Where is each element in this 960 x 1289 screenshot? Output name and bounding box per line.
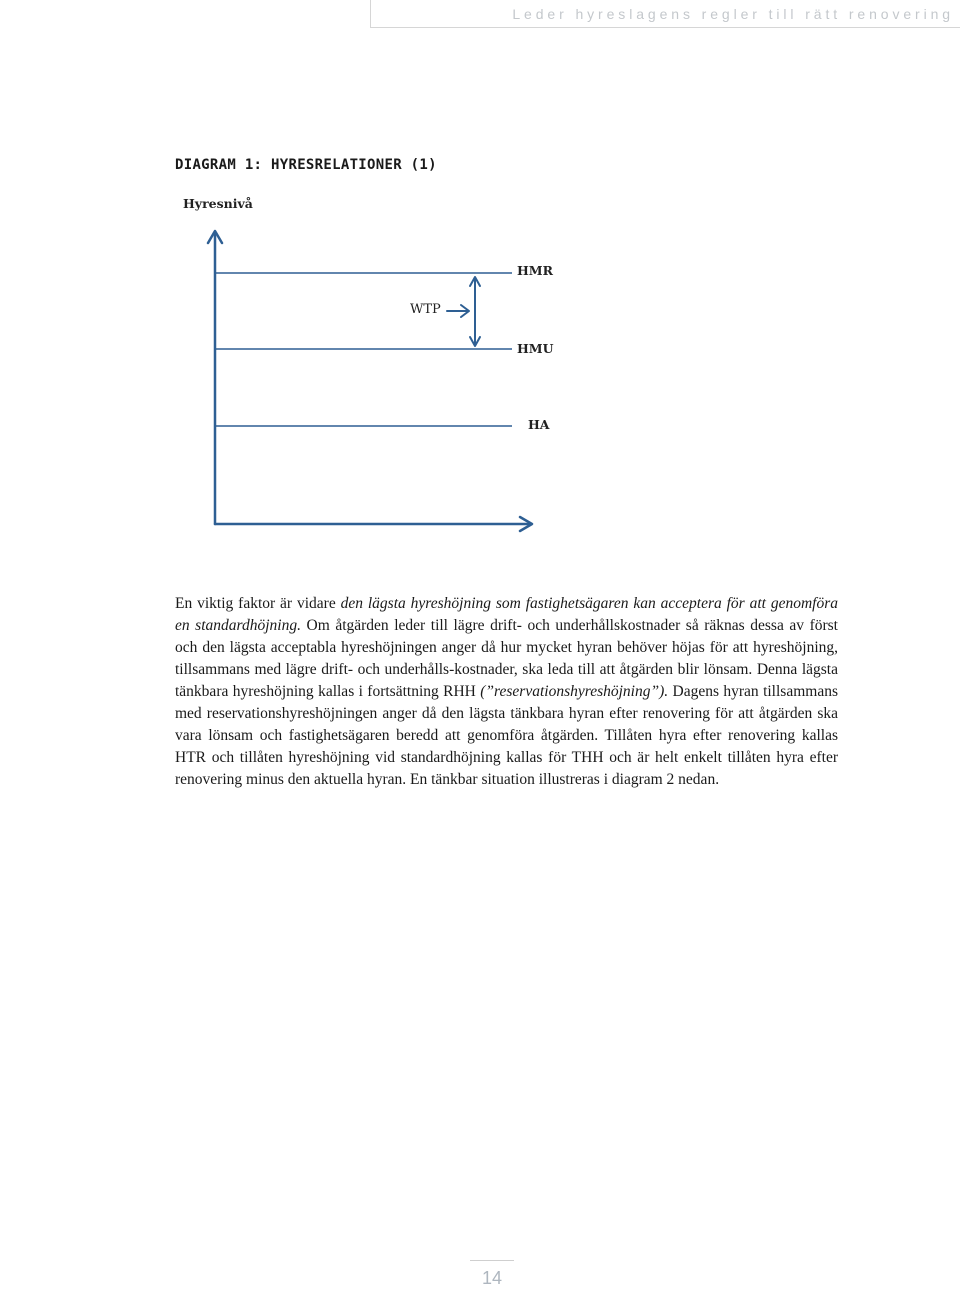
level-label-ha: HA <box>528 417 550 432</box>
page-number: 14 <box>481 1268 503 1288</box>
paragraph-text-3: Dagens hyran tillsammans med reservationshyreshöjningen anger då den lägsta tänkbara hyran efter renovering för att åtgärden ska vara lönsam och fastighetsägaren beredd att genomföra åtgärden. Tillåten hyra efter renovering kallas HTR och tillåten hyreshöjning vid standardhöjning kallas för THH och är helt enkelt tillåten hyra efter renovering minus den aktuella hyran. En tänkbar situation illustreras i diagram 2 nedan. <box>175 683 838 788</box>
paragraph-text-2: Om åtgärden leder till lägre drift- och underhållskostnader så räknas dessa av först och den lägsta acceptabla hyreshöjningen anger då hur mycket hyran behöver höjas för att hyreshöjning, tillsammans med lägre drift- och underhålls-kostnader, ska leda till att åtgärden blir lönsam. Denna lägsta tänkbara hyreshöjning kallas i fortsättning RHH <box>175 617 838 700</box>
level-label-hmu: HMU <box>517 341 554 356</box>
paragraph-text-1: En viktig faktor är vidare <box>175 595 341 612</box>
level-label-hmr: HMR <box>517 263 554 278</box>
diagram-title: DIAGRAM 1: HYRESRELATIONER (1) <box>175 157 437 173</box>
gap-label-wtp: WTP <box>410 302 441 317</box>
running-header <box>370 0 960 28</box>
rent-relations-diagram <box>150 190 600 540</box>
paragraph-italic-2: (”reservationshyreshöjning”). <box>480 683 669 700</box>
page-number-rule <box>470 1260 514 1261</box>
diagram-graphic <box>150 190 600 540</box>
body-paragraph <box>175 593 838 791</box>
y-axis-label: Hyresnivå <box>183 196 253 211</box>
running-title: Leder hyreslagens regler till rätt renovering <box>512 6 954 22</box>
paragraph-italic-1: den lägsta hyreshöjning som fastighetsägaren kan acceptera för att genomföra en standardhöjning. <box>175 595 839 634</box>
